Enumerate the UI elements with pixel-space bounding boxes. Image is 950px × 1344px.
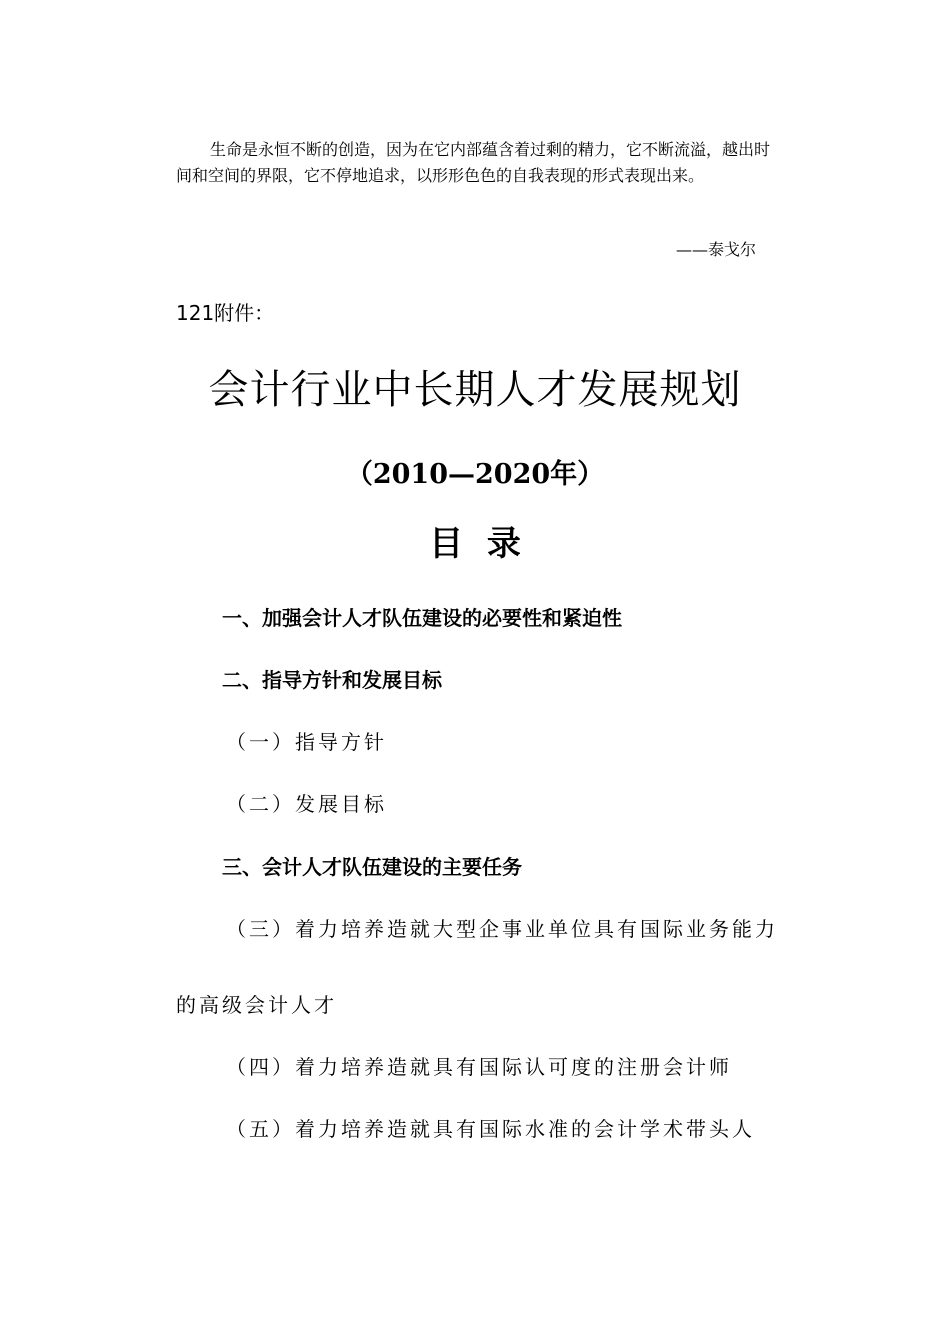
toc-item-subsection-3: （三）着力培养造就大型企事业单位具有国际业务能力 bbox=[226, 917, 778, 941]
quote-author: ——泰戈尔 bbox=[675, 240, 756, 259]
toc-title: 目 录 bbox=[429, 524, 521, 564]
toc-item-section-3: 三、会计人才队伍建设的主要任务 bbox=[222, 855, 522, 879]
toc-item-subsection-3-continued: 的高级会计人才 bbox=[176, 993, 337, 1017]
toc-item-subsection-4: （四）着力培养造就具有国际认可度的注册会计师 bbox=[226, 1055, 732, 1079]
toc-item-subsection-5: （五）着力培养造就具有国际水准的会计学术带头人 bbox=[226, 1117, 755, 1141]
toc-item-section-1: 一、加强会计人才队伍建设的必要性和紧迫性 bbox=[222, 606, 622, 630]
toc-item-section-2: 二、指导方针和发展目标 bbox=[222, 668, 442, 692]
quote-text: 生命是永恒不断的创造，因为在它内部蕴含着过剩的精力，它不断流溢，越出时间和空间的界限，它不停地追求，以形形色色的自我表现的形式表现出来。 bbox=[176, 140, 771, 185]
toc-item-subsection-2: （二）发展目标 bbox=[226, 792, 387, 816]
toc-item-subsection-1: （一）指导方针 bbox=[226, 730, 387, 754]
attachment-label: 121附件： bbox=[176, 301, 275, 325]
document-subtitle: （2010—2020年） bbox=[345, 459, 605, 490]
document-title: 会计行业中长期人才发展规划 bbox=[208, 367, 742, 413]
